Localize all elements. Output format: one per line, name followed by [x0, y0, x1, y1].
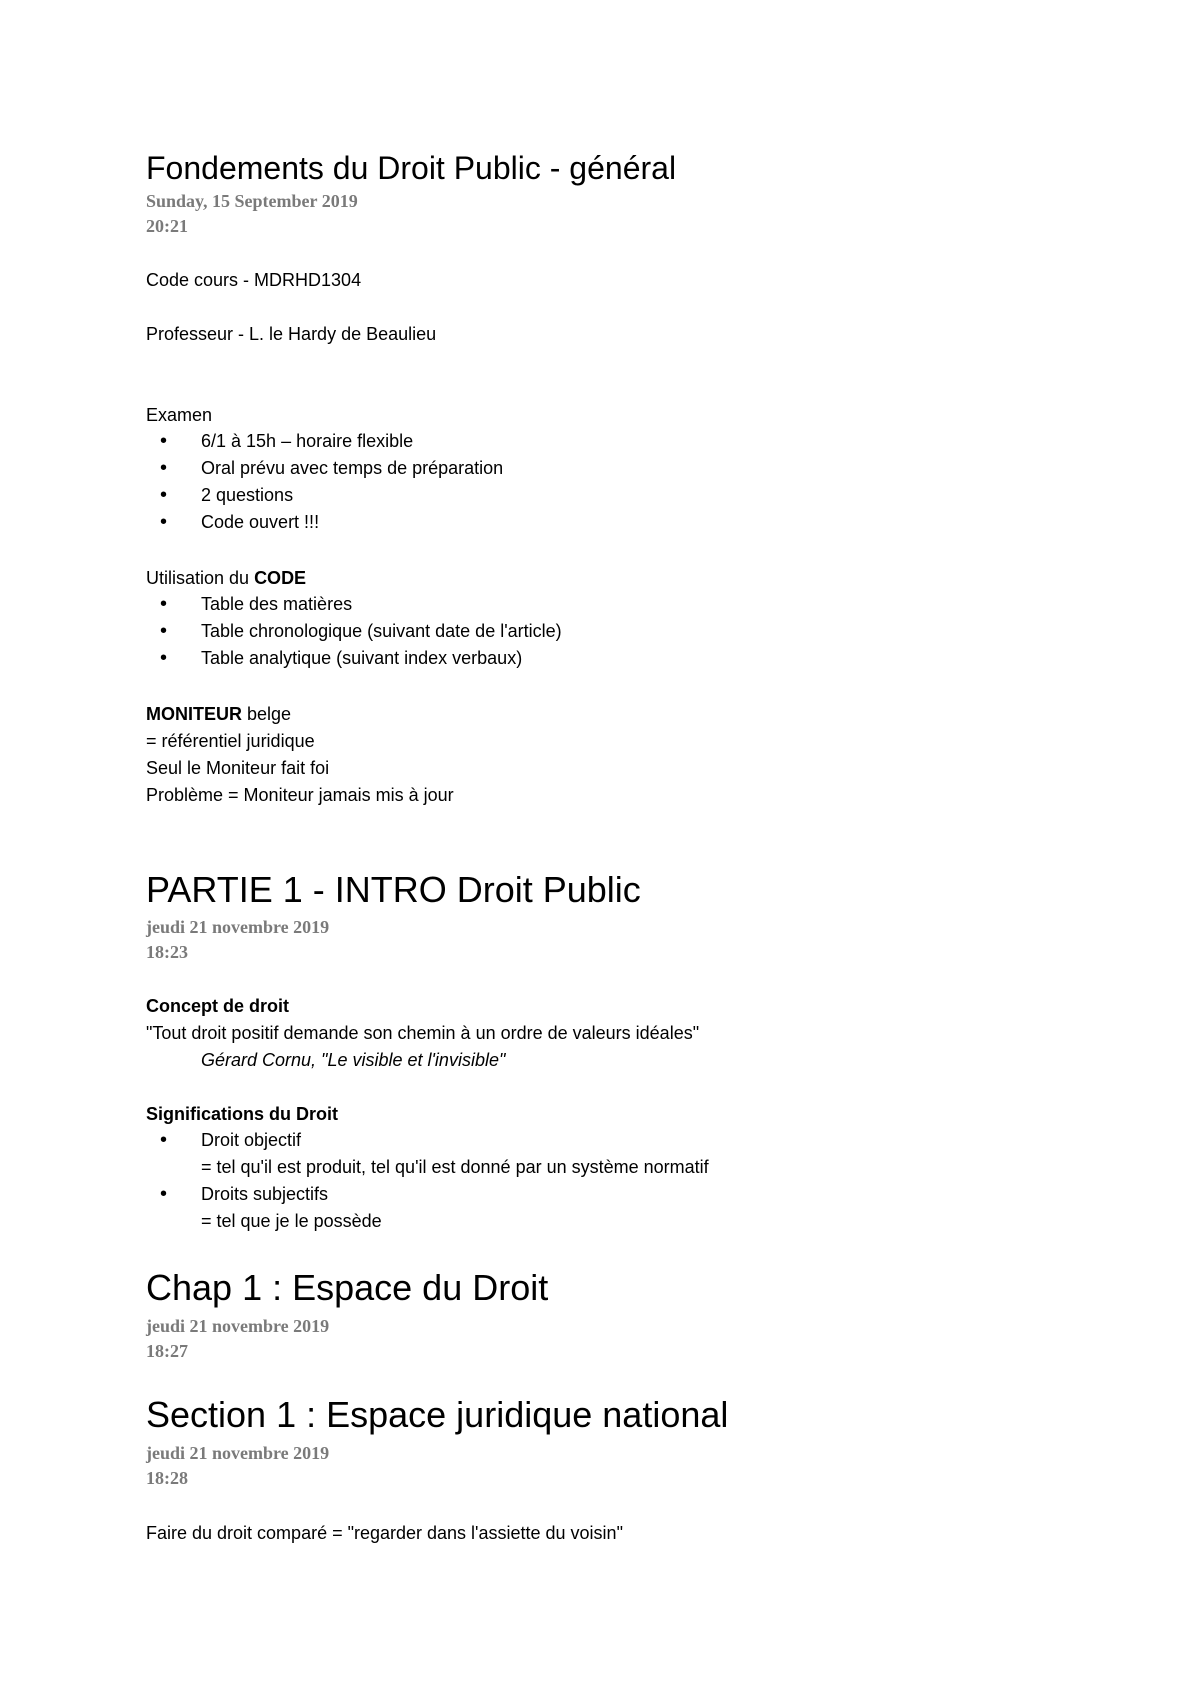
comparative-law-line: Faire du droit comparé = "regarder dans l'assiette du voisin"	[146, 1523, 623, 1543]
quote-text: "Tout droit positif demande son chemin à un ordre de valeurs idéales"	[146, 1023, 700, 1043]
significations-list	[146, 1127, 709, 1235]
examen-heading: Examen	[146, 405, 213, 425]
concept-heading: Concept de droit	[146, 996, 289, 1016]
note-date: Sunday, 15 September 2019	[146, 191, 358, 211]
note-time: 18:23	[146, 942, 188, 962]
note-time: 18:27	[146, 1341, 188, 1361]
list-item	[146, 1181, 709, 1235]
list-item: • Code ouvert !!!	[146, 509, 503, 536]
list-item: • Table des matières	[146, 591, 562, 618]
note-title: Chap 1 : Espace du Droit	[146, 1267, 549, 1308]
utilisation-heading	[146, 569, 306, 587]
list-item	[146, 1127, 709, 1181]
note-date: jeudi 21 novembre 2019	[146, 1443, 330, 1463]
note-title: PARTIE 1 - INTRO Droit Public	[146, 869, 641, 910]
note-date: jeudi 21 novembre 2019	[146, 1316, 330, 1336]
utilisation-bold: CODE	[254, 568, 307, 588]
list-item: • Oral prévu avec temps de préparation	[146, 455, 503, 482]
utilisation-list	[146, 591, 562, 672]
signification-label: • Droits subjectifs	[201, 1184, 329, 1204]
quote-author: Gérard Cornu, "Le visible et l'invisible"	[201, 1050, 506, 1070]
signification-detail: = tel qu'il est produit, tel qu'il est donné par un système normatif	[201, 1157, 709, 1177]
code-cours-line: Code cours - MDRHD1304	[146, 270, 362, 290]
moniteur-line: Seul le Moniteur fait foi	[146, 758, 330, 778]
moniteur-heading	[146, 705, 291, 723]
list-item: • Table analytique (suivant index verbaux)	[146, 645, 562, 672]
moniteur-suffix: belge	[242, 704, 292, 724]
list-item: • Table chronologique (suivant date de l'article)	[146, 618, 562, 645]
utilisation-prefix: Utilisation du	[146, 568, 255, 588]
significations-heading: Significations du Droit	[146, 1104, 338, 1124]
note-time: 18:28	[146, 1468, 188, 1488]
moniteur-line: = référentiel juridique	[146, 731, 315, 751]
signification-label: • Droit objectif	[201, 1130, 302, 1150]
moniteur-bold: MONITEUR	[146, 704, 242, 724]
note-title: Fondements du Droit Public - général	[146, 150, 677, 186]
list-item: • 6/1 à 15h – horaire flexible	[146, 428, 503, 455]
note-title: Section 1 : Espace juridique national	[146, 1394, 729, 1435]
examen-list	[146, 428, 503, 536]
signification-detail: = tel que je le possède	[201, 1211, 382, 1231]
note-time: 20:21	[146, 216, 188, 236]
moniteur-line: Problème = Moniteur jamais mis à jour	[146, 785, 454, 805]
professeur-line: Professeur - L. le Hardy de Beaulieu	[146, 324, 437, 344]
note-date: jeudi 21 novembre 2019	[146, 917, 330, 937]
list-item: • 2 questions	[146, 482, 503, 509]
